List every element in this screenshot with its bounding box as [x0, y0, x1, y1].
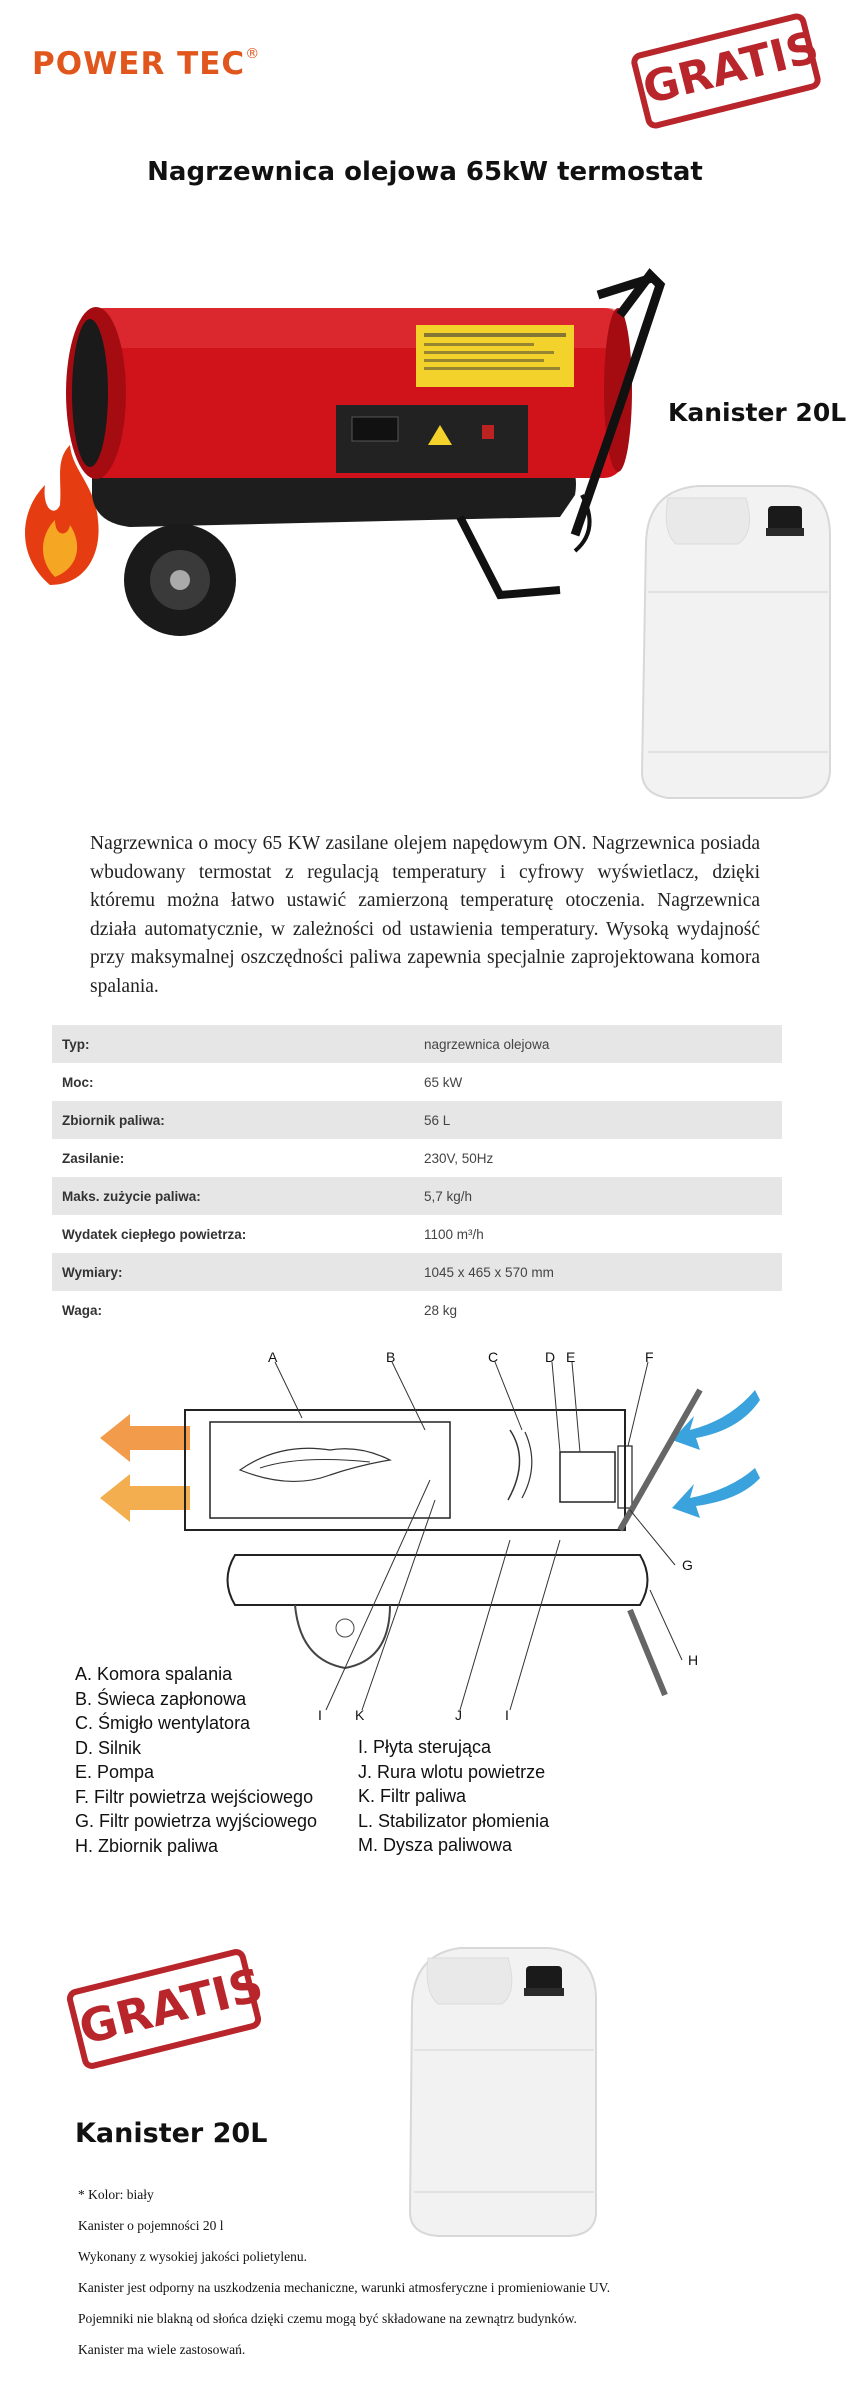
diagram-letter: D	[545, 1350, 556, 1365]
spec-table	[52, 1025, 782, 1329]
legend-item: K. Filtr paliwa	[358, 1786, 467, 1806]
table-row: Moc: 65 kW	[62, 1074, 463, 1090]
legend-item: F. Filtr powietrza wejściowego	[75, 1786, 314, 1807]
table-row: Wymiary: 1045 x 465 x 570 mm	[52, 1253, 782, 1291]
legend-item: C. Śmigło wentylatora	[75, 1713, 251, 1733]
note-line: Kanister jest odporny na uszkodzenia mechaniczne, warunki atmosferyczne i promieniowanie UV.	[78, 2280, 611, 2295]
table-row: Maks. zużycie paliwa: 5,7 kg/h	[52, 1177, 782, 1215]
diagram-letter: C	[488, 1350, 499, 1365]
diagram-letter: H	[688, 1652, 699, 1668]
note-line: Wykonany z wysokiej jakości polietylenu.	[78, 2249, 308, 2264]
diagram-letter: J	[455, 1707, 462, 1720]
page-title: Nagrzewnica olejowa 65kW termostat	[147, 157, 703, 187]
diagram-letter: B	[386, 1350, 396, 1365]
diagram-letter: A	[268, 1350, 278, 1365]
canister-image-top	[628, 472, 838, 802]
heater-image	[0, 255, 680, 685]
hot-air-arrows	[100, 1414, 190, 1522]
gift-label-bottom: Kanister 20L	[75, 2118, 268, 2149]
table-row: Wydatek ciepłego powietrza: 1100 m³/h	[62, 1226, 484, 1242]
legend-item: H. Zbiornik paliwa	[75, 1835, 219, 1856]
table-row: Waga: 28 kg	[62, 1302, 458, 1318]
legend-item: J. Rura wlotu powietrze	[358, 1761, 546, 1782]
note-line: Kanister ma wiele zastosowań.	[78, 2342, 246, 2357]
table-row: Zasilanie: 230V, 50Hz	[62, 1150, 494, 1166]
diagram-letter: I	[318, 1707, 322, 1720]
note-line: Kanister o pojemności 20 l	[78, 2218, 224, 2233]
diagram-letter: E	[566, 1350, 576, 1365]
table-row: Zbiornik paliwa: 56 L	[52, 1101, 782, 1139]
legend-item: D. Silnik	[75, 1737, 142, 1758]
note-line: Pojemniki nie blakną od słońca dzięki czemu mogą być składowane na zewnątrz budynków.	[78, 2311, 577, 2326]
gratis-stamp-bottom: GRATIS	[65, 1947, 263, 2071]
legend-item: A. Komora spalania	[75, 1664, 233, 1684]
legend-item: G. Filtr powietrza wyjściowego	[75, 1811, 318, 1831]
brand-logo: POWER TEC®	[32, 46, 261, 82]
legend-item: E. Pompa	[75, 1762, 155, 1782]
gift-notes	[78, 2187, 610, 2373]
gratis-stamp: GRATIS	[629, 11, 823, 130]
legend-item: B. Świeca zapłonowa	[75, 1688, 247, 1709]
diagram-letter: K	[355, 1707, 365, 1720]
diagram-legend-right	[358, 1735, 549, 1858]
legend-item: I. Płyta sterująca	[358, 1737, 492, 1757]
legend-item: M. Dysza paliwowa	[358, 1835, 513, 1855]
legend-item: L. Stabilizator płomienia	[358, 1810, 550, 1831]
note-line: * Kolor: biały	[78, 2187, 154, 2202]
diagram-letter: G	[682, 1557, 693, 1573]
diagram-letter: I	[505, 1707, 509, 1720]
table-row: Typ: nagrzewnica olejowa	[52, 1025, 782, 1063]
product-description: Nagrzewnica o mocy 65 KW zasilane olejem napędowym ON. Nagrzewnica posiada wbudowany termostat z regulacją temperatury i cyfrowy wyświetlacz, dzięki któremu można łatwo ustawić zamierzoną temperaturę otoczenia. Nagrzewnica działa automatycznie, w zależności od ustawienia temperatury. Wysoką wydajność przy maksymalnej oszczędności paliwa zapewnia specjalnie zaprojektowana komora spalania.	[90, 833, 760, 997]
cold-air-arrows	[672, 1390, 760, 1518]
gift-label-top: Kanister 20L	[668, 398, 847, 427]
diagram-letter: F	[645, 1350, 654, 1365]
diagram-legend-left	[75, 1662, 317, 1858]
